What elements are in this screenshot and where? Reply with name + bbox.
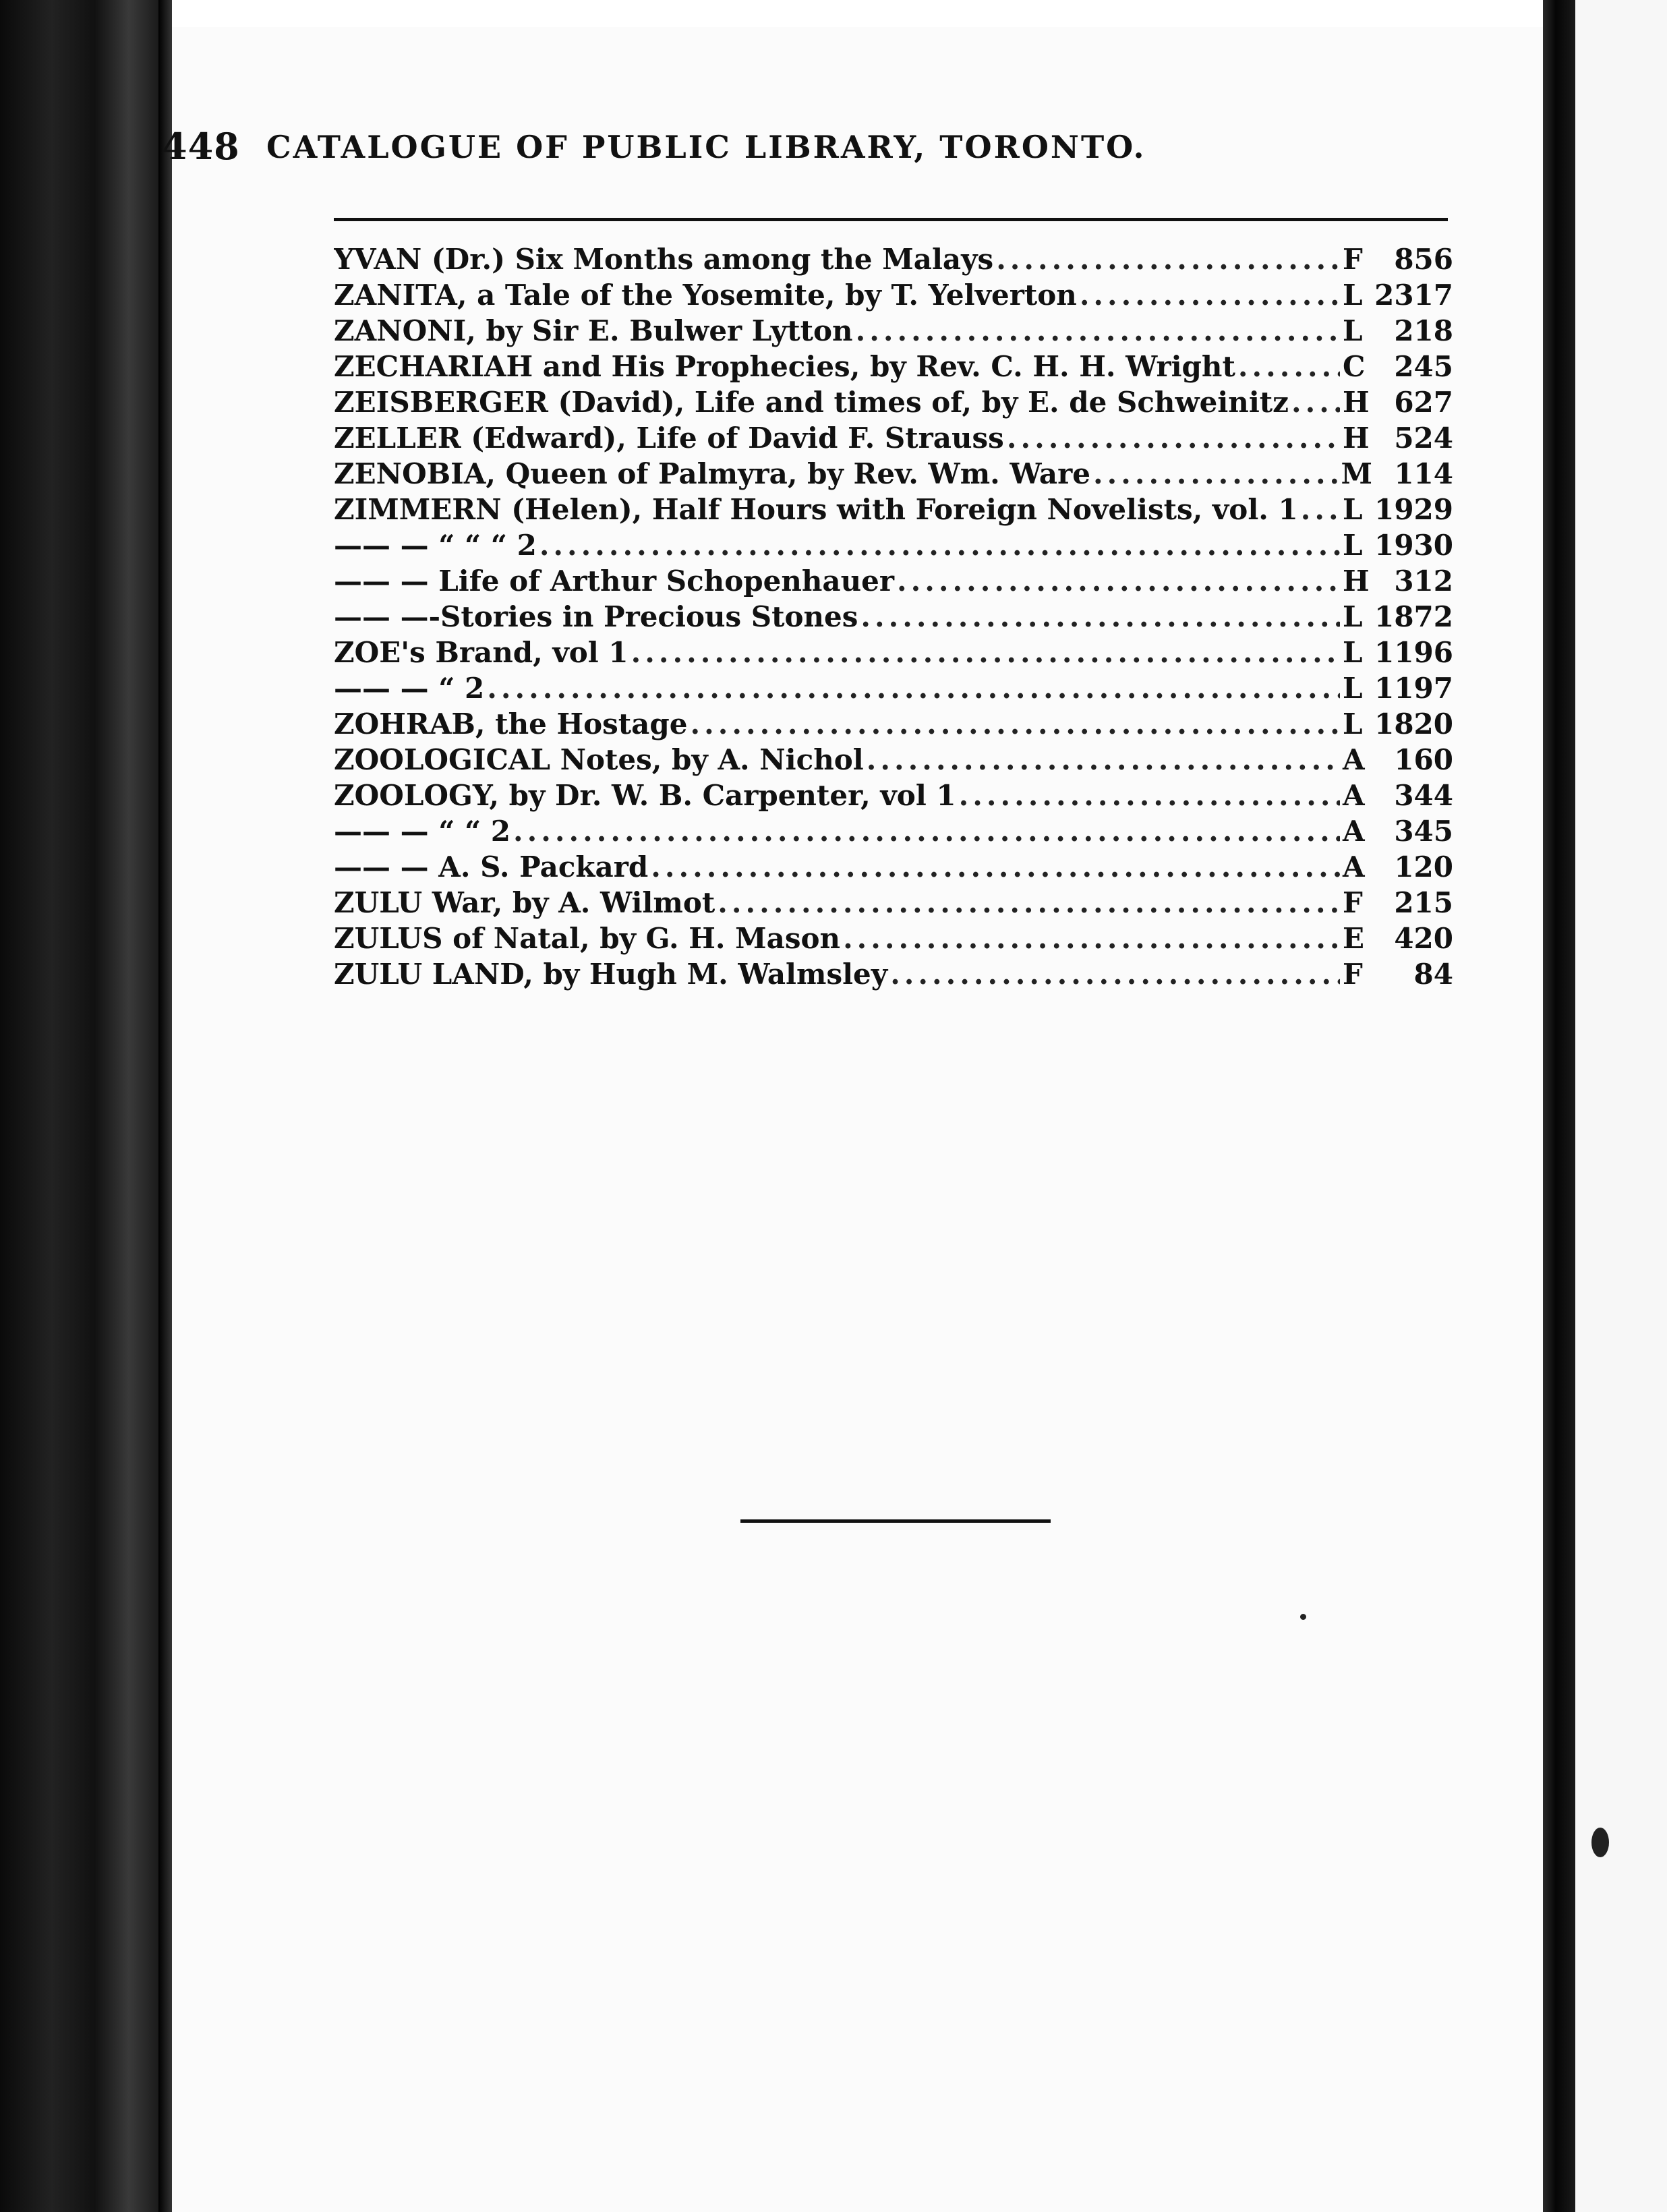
entry-title: YVAN (Dr.) Six Months among the Malays [334,243,994,276]
leader-dots [539,527,1340,563]
entry-title: ZEISBERGER (David), Life and times of, by E. de Schweinitz [334,386,1289,419]
entry-class: H [1343,421,1370,455]
entry-title: ZOHRAB, the Hostage [334,707,688,740]
entry-title: ZECHARIAH and His Prophecies, by Rev. C. H. H. Wright [334,350,1235,383]
leader-dots [1301,492,1340,527]
entry-title: ZANONI, by Sir E. Bulwer Lytton [334,314,853,347]
entry-number: 114 [1394,457,1453,490]
entry-title: ZULU LAND, by Hugh M. Walmsley [334,958,888,991]
entry-class: F [1343,958,1363,991]
catalogue-entry [334,706,1453,742]
leader-dots [718,885,1340,921]
catalogue-entry [334,921,1453,956]
leader-dots [860,599,1340,635]
leader-dots [1080,277,1340,313]
entry-number: 215 [1394,886,1453,919]
catalogue-entry [334,885,1453,921]
entry-title: ZENOBIA, Queen of Palmyra, by Rev. Wm. Ware [334,457,1090,490]
entry-title: ZULUS of Natal, by G. H. Mason [334,922,841,955]
entry-title: —— — Life of Arthur Schopenhauer [334,564,894,598]
entry-class: L [1343,672,1363,705]
entry-class: A [1343,779,1365,812]
catalogue-entry [334,813,1453,849]
entry-title: ZOE's Brand, vol 1 [334,636,628,669]
leader-dots [856,313,1340,349]
catalogue-entry [334,778,1453,813]
leader-dots [996,241,1340,277]
catalogue-entry [334,492,1453,527]
catalogue-entry [334,527,1453,563]
entry-number: 2317 [1374,279,1453,312]
entry-class: C [1343,350,1366,383]
leader-dots [890,956,1340,992]
leader-dots [631,635,1340,670]
ink-speck [1591,1828,1609,1857]
catalogue-entry [334,384,1453,420]
entry-class: F [1343,243,1363,276]
entry-title: —— — “ “ 2 [334,815,511,848]
catalogue-entry [334,456,1453,492]
entry-class: A [1343,850,1365,883]
page-number: 448 [162,125,240,168]
entry-class: L [1343,493,1363,526]
entry-number: 420 [1394,922,1453,955]
entry-class: H [1343,564,1370,598]
leader-dots [691,706,1341,742]
entry-number: 345 [1394,815,1453,848]
leader-dots [867,742,1340,778]
facing-page-edge [1575,0,1667,2212]
entry-title: ZULU War, by A. Wilmot [334,886,715,919]
entry-number: 1872 [1374,600,1453,633]
entry-number: 1197 [1374,672,1453,705]
entry-title: ZIMMERN (Helen), Half Hours with Foreign Novelists, vol. 1 [334,493,1298,526]
catalogue-entry [334,849,1453,885]
leader-dots [1291,384,1340,420]
left-binding [0,0,172,2212]
entry-number: 160 [1394,743,1453,776]
catalogue-entry [334,635,1453,670]
catalogue-entry [334,241,1453,277]
catalogue-entry [334,670,1453,706]
entry-number: 245 [1394,350,1453,383]
leader-dots [487,670,1340,706]
entry-class: A [1343,815,1365,848]
running-title: CATALOGUE OF PUBLIC LIBRARY, TORONTO. [266,129,1146,165]
entry-class: L [1343,529,1363,562]
entry-title: ZANITA, a Tale of the Yosemite, by T. Yelverton [334,279,1077,312]
entry-number: 344 [1394,779,1453,812]
entry-number: 627 [1394,386,1453,419]
entry-class: L [1343,636,1363,669]
leader-dots [843,921,1340,956]
header-rule [334,218,1448,221]
leader-dots [1093,456,1339,492]
leader-dots [959,778,1340,813]
entry-number: 856 [1394,243,1453,276]
leader-dots [1007,420,1340,456]
ink-speck [1300,1614,1306,1620]
entry-number: 1929 [1374,493,1453,526]
entry-class: L [1343,314,1363,347]
entry-class: M [1341,457,1372,490]
catalogue-entry [334,313,1453,349]
entry-title: —— — “ “ “ 2 [334,529,537,562]
entry-title: ZOOLOGICAL Notes, by A. Nichol [334,743,864,776]
entry-class: F [1343,886,1363,919]
entry-title: —— — A. S. Packard [334,850,649,883]
catalogue-entry [334,349,1453,384]
page-header [162,125,1443,179]
entry-number: 1930 [1374,529,1453,562]
binding-shadow [158,0,172,2212]
catalogue-entry [334,742,1453,778]
catalogue-entry [334,599,1453,635]
leader-dots [897,563,1340,599]
catalogue-entry [334,563,1453,599]
entry-class: A [1343,743,1365,776]
entry-title: ZOOLOGY, by Dr. W. B. Carpenter, vol 1 [334,779,956,812]
catalogue-entry [334,277,1453,313]
entry-number: 218 [1394,314,1453,347]
entry-class: E [1343,922,1365,955]
entry-number: 1820 [1374,707,1453,740]
entry-number: 84 [1413,958,1453,991]
entry-number: 312 [1394,564,1453,598]
leader-dots [513,813,1340,849]
leader-dots [1238,349,1340,384]
entry-class: L [1343,600,1363,633]
entry-number: 524 [1394,421,1453,455]
entry-class: H [1343,386,1370,419]
entry-title: —— — “ 2 [334,672,485,705]
entry-class: L [1343,707,1363,740]
right-binding [1543,0,1575,2212]
leader-dots [651,849,1340,885]
entry-number: 1196 [1374,636,1453,669]
end-rule [740,1519,1051,1523]
catalogue-entry [334,956,1453,992]
entry-title: ZELLER (Edward), Life of David F. Strauss [334,421,1004,455]
entry-number: 120 [1394,850,1453,883]
entry-title: —— —-Stories in Precious Stones [334,600,858,633]
catalogue-entries [334,241,1453,992]
catalogue-entry [334,420,1453,456]
entry-class: L [1343,279,1363,312]
